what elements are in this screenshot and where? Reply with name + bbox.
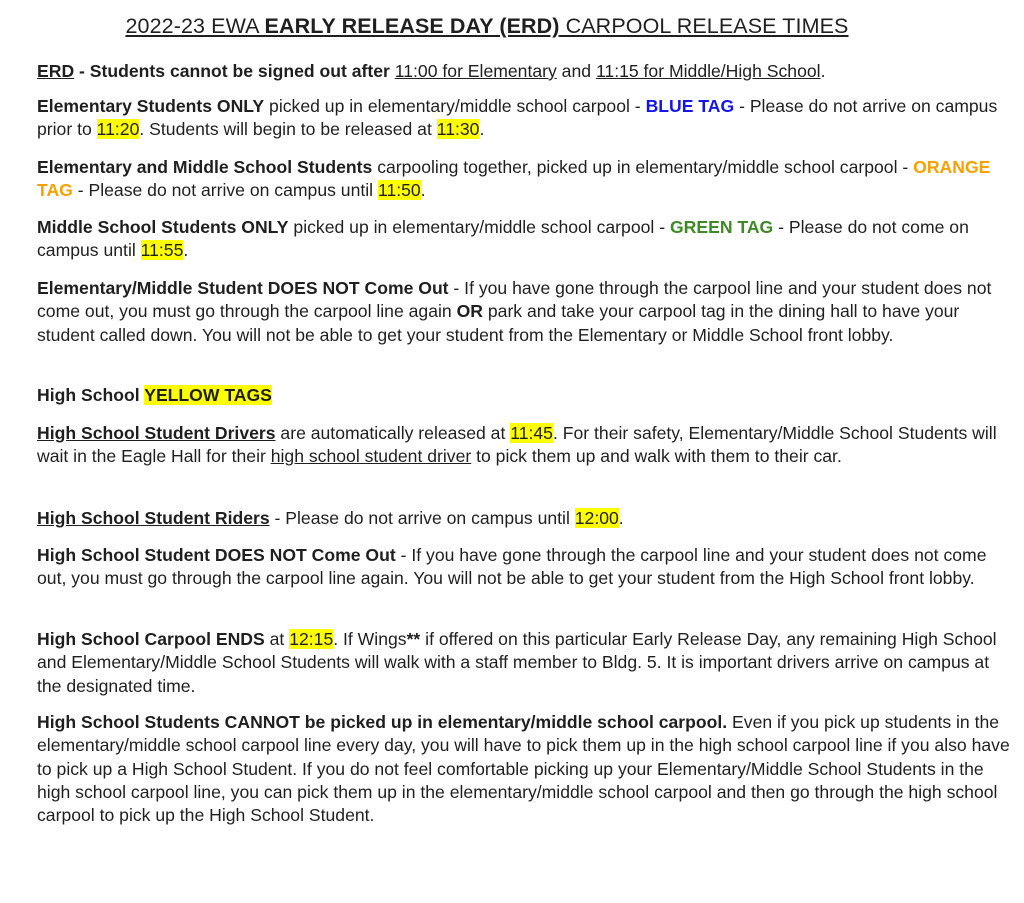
hs-heading-paragraph xyxy=(37,384,1012,407)
title-bold: EARLY RELEASE DAY (ERD) xyxy=(264,14,560,38)
hs-riders-heading: High School Student Riders xyxy=(37,508,270,528)
hs-student-driver-underlined: high school student driver xyxy=(270,446,472,467)
hs-ends-paragraph xyxy=(37,628,1012,698)
hs-cannot-text-1: Even if you pick up students in the elementary/middle school carpool line every day, you will have to pick them up in the high school carpool line if you also have to pick up a High School Student. If you do not feel comfortable picking up your Elementary/Middle School Students in the high school carpool line, you can pick them up in the elementary/middle school carpool and then go through the high school carpool to pick up the High School Student. xyxy=(37,712,1010,826)
em-not-out-heading: Elementary/Middle Student DOES NOT Come Out xyxy=(37,278,449,298)
hs-cannot-paragraph xyxy=(37,711,1012,827)
hs-ends-text-1: at xyxy=(264,629,290,649)
em-not-out-text-1: - If you have gone through the carpool line and your student does not come out, you must go through the carpool line again xyxy=(37,278,992,322)
orange-tag-label: ORANGE TAG xyxy=(37,157,991,201)
elementary-only-text-1: picked up in elementary/middle school carpool - xyxy=(264,96,646,116)
hs-not-out-paragraph xyxy=(37,544,1012,591)
hs-drivers-text-1: are automatically released at xyxy=(275,423,511,443)
middle-only-paragraph xyxy=(37,216,1012,263)
elem-middle-heading: Elementary and Middle School Students xyxy=(37,157,373,177)
blue-tag-label: BLUE TAG xyxy=(645,96,735,116)
hs-not-out-text-1: - If you have gone through the carpool line and your student does not come out, you must go through the carpool line again. You will not be able to get your student from the High School front lobby. xyxy=(37,545,987,589)
time-highlight: 11:30 xyxy=(436,119,480,140)
elementary-only-text-2: - Please do not arrive on campus prior to xyxy=(37,96,998,140)
hs-not-out-heading: High School Student DOES NOT Come Out xyxy=(37,545,396,565)
asterisks: ** xyxy=(406,629,421,649)
em-not-out-text-2: park and take your carpool tag in the dining hall to have your student called down. You will not be able to get your student from the Elementary or Middle School front lobby. xyxy=(37,301,960,345)
hs-drivers-paragraph xyxy=(37,422,1012,469)
em-not-out-paragraph xyxy=(37,277,1012,347)
erd-time-middle-high: 11:15 for Middle/High School xyxy=(595,61,821,81)
erd-end: . xyxy=(820,61,826,81)
hs-drivers-text-3: to pick them up and walk with them to their car. xyxy=(471,446,842,467)
time-highlight: 11:50 xyxy=(377,180,421,201)
hs-ends-text-3: if offered on this particular Early Release Day, any remaining High School and Elementary/Middle School Students will walk with a staff member to Bldg. 5. It is important drivers arrive on campus at the designated time. xyxy=(37,629,997,696)
erd-label: ERD xyxy=(37,61,75,81)
title-prefix: 2022-23 EWA xyxy=(125,14,265,38)
hs-riders-paragraph xyxy=(37,507,1012,530)
page-title xyxy=(37,14,937,39)
green-tag-label: GREEN TAG xyxy=(669,217,774,237)
elem-middle-text-1: carpooling together, picked up in elementary/middle school carpool - xyxy=(372,157,914,177)
elementary-only-text-3: . Students will begin to be released at xyxy=(139,119,437,140)
time-highlight: 12:15 xyxy=(289,629,334,649)
middle-only-text-1: picked up in elementary/middle school carpool - xyxy=(288,217,670,237)
time-highlight: 12:00 xyxy=(574,508,619,528)
hs-drivers-heading: High School Student Drivers xyxy=(37,423,276,443)
middle-only-text-2: - Please do not come on campus until xyxy=(37,217,969,261)
hs-drivers-text-2: . For their safety, Elementary/Middle School Students will wait in the Eagle Hall for their xyxy=(37,423,997,467)
middle-only-heading: Middle School Students ONLY xyxy=(37,217,289,237)
middle-only-text-3: . xyxy=(183,240,189,261)
or-emphasis: OR xyxy=(456,301,483,322)
elem-middle-text-2: - Please do not arrive on campus until xyxy=(72,180,378,201)
time-highlight: 11:20 xyxy=(96,119,140,140)
yellow-tags-label: YELLOW TAGS xyxy=(144,385,272,405)
hs-ends-heading: High School Carpool ENDS xyxy=(37,629,265,649)
hs-cannot-heading: High School Students CANNOT be picked up in elementary/middle school carpool. xyxy=(37,712,728,732)
hs-riders-text-2: . xyxy=(618,508,624,528)
elementary-only-text-4: . xyxy=(479,119,485,140)
title-suffix: CARPOOL RELEASE TIMES xyxy=(559,14,849,38)
hs-riders-text-1: - Please do not arrive on campus until xyxy=(269,508,575,528)
elem-middle-text-3: . xyxy=(420,180,426,201)
elementary-only-heading: Elementary Students ONLY xyxy=(37,96,265,116)
time-highlight: 11:45 xyxy=(510,423,553,443)
erd-time-elementary: 11:00 for Elementary xyxy=(394,61,557,81)
erd-bold-text: - Students cannot be signed out after xyxy=(74,61,395,81)
hs-heading: High School xyxy=(37,385,145,405)
time-highlight: 11:55 xyxy=(140,240,184,261)
erd-paragraph xyxy=(37,60,1012,83)
elementary-only-paragraph xyxy=(37,95,1012,142)
elem-middle-paragraph xyxy=(37,156,1012,203)
hs-ends-text-2: . If Wings xyxy=(333,629,407,649)
erd-and: and xyxy=(556,61,596,81)
